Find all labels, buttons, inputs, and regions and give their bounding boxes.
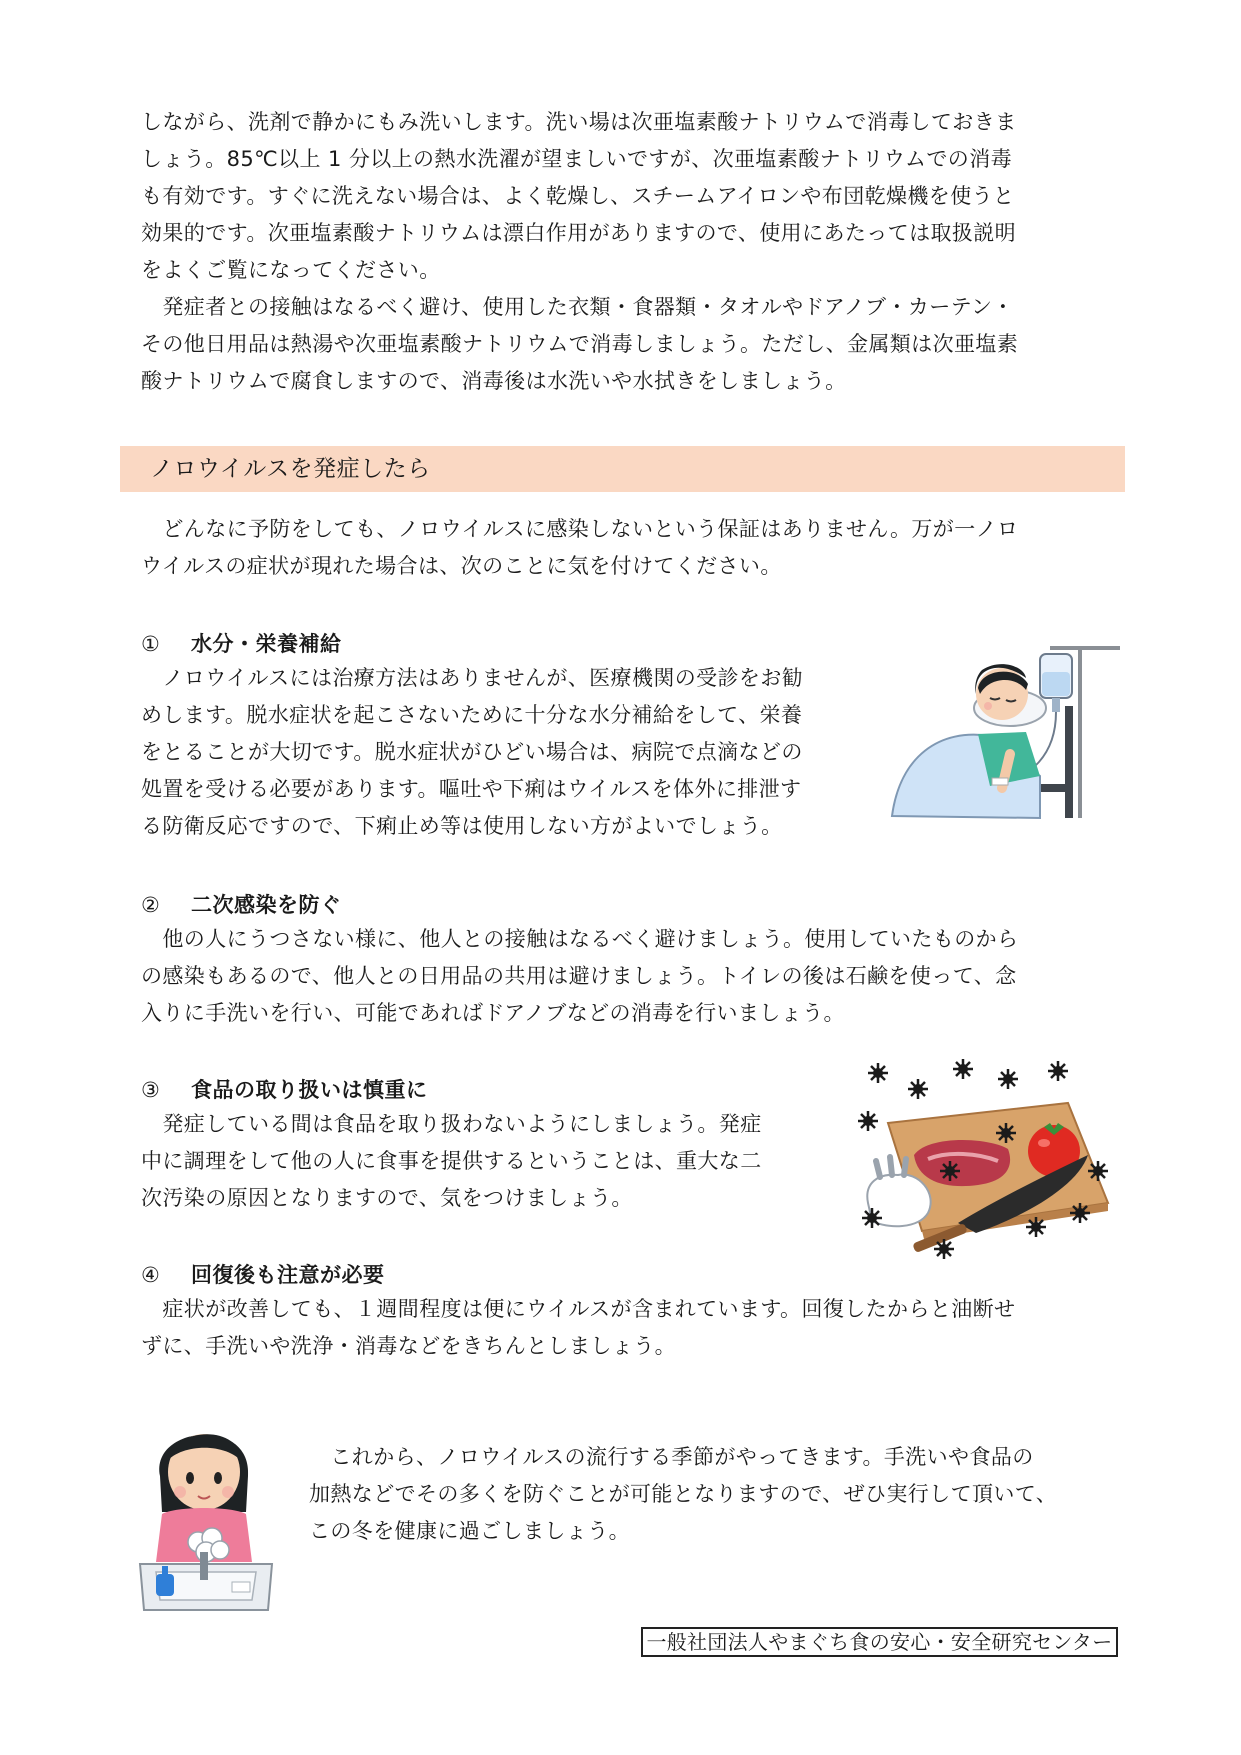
intro-line: しながら、洗剤で静かにもみ洗いします。洗い場は次亜塩素酸ナトリウムで消毒しておきま [141, 110, 1017, 134]
intro-line: 発症者との接触はなるべく避け、使用した衣類・食器類・タオルやドアノブ・カーテン・ [141, 295, 1014, 319]
cutting-board-contamination-illustration [858, 1053, 1118, 1263]
section-header [120, 446, 1125, 492]
closing-line: 加熱などでその多くを防ぐことが可能となりますので、ぜひ実行して頂いて、 [309, 1482, 1058, 1506]
body-line: ノロウイルスには治療方法はありませんが、医療機関の受診をお勧 [141, 666, 804, 690]
section-lead [141, 511, 1018, 585]
item-number: ② [141, 893, 161, 917]
intro-paragraph [141, 104, 1018, 400]
body-line: 他の人にうつさない様に、他人との接触はなるべく避けましょう。使用していたものから [141, 927, 1019, 951]
item-number: ③ [141, 1078, 161, 1102]
intro-line: しょう。85℃以上 1 分以上の熱水洗濯が望ましいですが、次亜塩素酸ナトリウムでの消毒 [141, 147, 1013, 171]
lead-line: どんなに予防をしても、ノロウイルスに感染しないという保証はありません。万が一ノロ [141, 517, 1019, 541]
organization-footer: 一般社団法人やまぐち食の安心・安全研究センター [641, 1627, 1118, 1657]
body-line: めします。脱水症状を起こさないために十分な水分補給をして、栄養 [141, 703, 803, 727]
intro-line: その他日用品は熱湯や次亜塩素酸ナトリウムで消毒しましょう。ただし、金属類は次亜塩素 [141, 332, 1019, 356]
body-line: 入りに手洗いを行い、可能であればドアノブなどの消毒を行いましょう。 [141, 1001, 845, 1025]
item-number: ④ [141, 1263, 161, 1287]
closing-paragraph [309, 1439, 1057, 1550]
body-line: 発症している間は食品を取り扱わないようにしましょう。発症 [141, 1112, 762, 1136]
item-1-heading [141, 628, 342, 658]
body-line: をとることが大切です。脱水症状がひどい場合は、病院で点滴などの [141, 740, 803, 764]
item-3-body [141, 1106, 762, 1217]
patient-iv-drip-illustration [890, 636, 1122, 824]
body-line: 中に調理をして他の人に食事を提供するということは、重大な二 [141, 1149, 762, 1173]
item-title: 食品の取り扱いは慎重に [191, 1078, 428, 1102]
item-number: ① [141, 632, 161, 656]
item-3-heading [141, 1074, 428, 1104]
item-4-body [141, 1291, 1015, 1365]
item-title: 回復後も注意が必要 [191, 1263, 385, 1287]
item-title: 二次感染を防ぐ [191, 893, 342, 917]
body-line: る防衛反応ですので、下痢止め等は使用しない方がよいでしょう。 [141, 814, 783, 838]
item-1-body [141, 660, 803, 845]
body-line: の感染もあるので、他人との日用品の共用は避けましょう。トイレの後は石鹸を使って、念 [141, 964, 1017, 988]
item-4-heading [141, 1259, 385, 1289]
body-line: ずに、手洗いや洗浄・消毒などをきちんとしましょう。 [141, 1334, 676, 1358]
intro-line: も有効です。すぐに洗えない場合は、よく乾燥し、スチームアイロンや布団乾燥機を使うと [141, 184, 1015, 208]
item-2-body [141, 921, 1018, 1032]
item-2-heading [141, 889, 342, 919]
girl-handwashing-illustration [136, 1402, 276, 1614]
body-line: 次汚染の原因となりますので、気をつけましょう。 [141, 1186, 633, 1210]
intro-line: 酸ナトリウムで腐食しますので、消毒後は水洗いや水拭きをしましょう。 [141, 369, 847, 393]
body-line: 処置を受ける必要があります。嘔吐や下痢はウイルスを体外に排泄す [141, 777, 802, 801]
intro-line: をよくご覧になってください。 [141, 258, 441, 282]
item-title: 水分・栄養補給 [191, 632, 342, 656]
intro-line: 効果的です。次亜塩素酸ナトリウムは漂白作用がありますので、使用にあたっては取扱説明 [141, 221, 1017, 245]
closing-line: この冬を健康に過ごしましょう。 [309, 1519, 630, 1543]
closing-line: これから、ノロウイルスの流行する季節がやってきます。手洗いや食品の [309, 1445, 1034, 1469]
section-title: ノロウイルスを発症したら [150, 456, 431, 482]
body-line: 症状が改善しても、１週間程度は便にウイルスが含まれています。回復したからと油断せ [141, 1297, 1016, 1321]
lead-line: ウイルスの症状が現れた場合は、次のことに気を付けてください。 [141, 554, 782, 578]
